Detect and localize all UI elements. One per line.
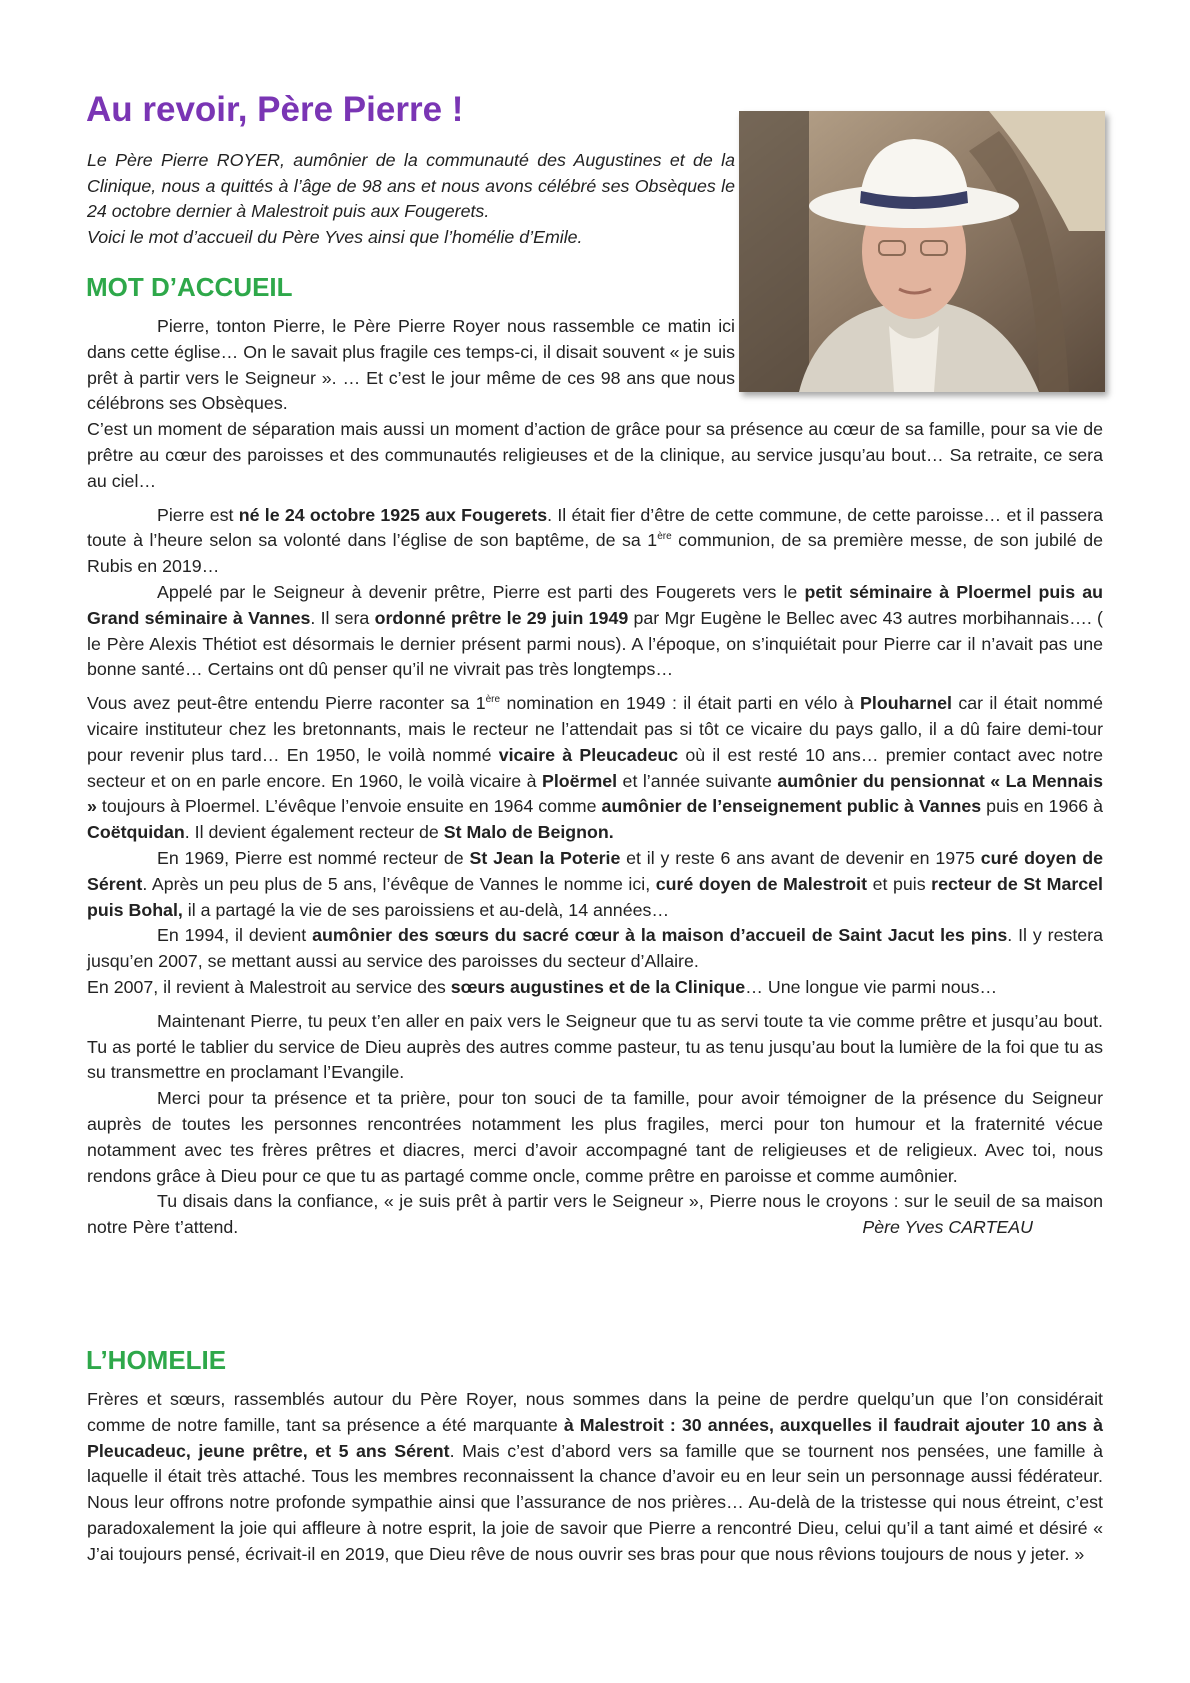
page-title: Au revoir, Père Pierre ! — [86, 90, 464, 129]
bold-run: Ploërmel — [541, 770, 618, 791]
bold-run: St Malo de Beignon. — [443, 822, 614, 843]
text-run: car il était nommé vicaire instituteur chez les bretonnants, mais le recteur ne l’attendait pas si tôt ce vicaire du pays gallo, il a dû faire demi-tour pour revenir plus tard… En 1950, le voilà nommé — [87, 693, 1103, 765]
paragraph — [87, 503, 1103, 580]
bold-run: aumônier des sœurs du sacré cœur à la maison d’accueil de Saint Jacut les pins — [312, 925, 1008, 946]
text-run: puis en 1966 à — [981, 796, 1103, 817]
text-run: . Il était fier d’être de cette commune, de cette paroisse… et il passera toute à l’heure selon sa volonté dans l’église de son baptême, de sa 1 — [87, 504, 1103, 551]
paragraph — [87, 975, 1103, 1001]
text-run: par Mgr Eugène le Bellec avec 43 autres morbihannais…. ( le Père Alexis Thétiot est désormais le dernier présent parmi nous). A l’époque, on s’inquiétait pour Pierre car il n’avait pas une bonne santé… Certains ont dû penser qu’il ne vivrait pas très longtemps… — [87, 607, 1103, 680]
text-run: En 1994, il devient — [157, 925, 313, 946]
bold-run: curé doyen de Malestroit — [655, 873, 868, 894]
text-run: En 2007, il revient à Malestroit au service des — [87, 976, 451, 997]
text-run: … Une longue vie parmi nous… — [745, 976, 998, 997]
superscript: ère — [485, 694, 501, 706]
section-heading-homelie: L’HOMELIE — [86, 1345, 227, 1375]
bold-run: ordonné prêtre le 29 juin 1949 — [374, 607, 629, 628]
intro-text — [87, 148, 735, 250]
text-run: . Il sera — [310, 607, 375, 628]
text-run: Frères et sœurs, rassemblés autour du Père Royer, nous sommes dans la peine de perdre quelqu’un que l’on considérait comme de notre famille, tant sa présence a été marquante — [87, 1389, 1103, 1435]
text-run: Vous avez peut-être entendu Pierre raconter sa 1 — [87, 693, 486, 714]
intro-line: Le Père Pierre ROYER, aumônier de la communauté des Augustines et de la Clinique, nous a quittés à l’âge de 98 ans et nous avons célébré ses Obsèques le 24 octobre dernier à Malestroit puis aux Fougerets. — [87, 150, 735, 222]
paragraph — [87, 691, 1103, 846]
bold-run: né le 24 octobre 1925 aux Fougerets — [238, 504, 548, 525]
paragraph — [87, 1387, 1103, 1568]
bold-run: St Jean la Poterie — [469, 847, 621, 868]
signature: Père Yves CARTEAU — [862, 1217, 1033, 1238]
text-run: En 1969, Pierre est nommé recteur de — [157, 847, 470, 868]
paragraph — [87, 923, 1103, 975]
bold-run: aumônier du pensionnat « La Mennais » — [87, 770, 1103, 817]
superscript: ère — [657, 531, 672, 543]
text-run: . Après un peu plus de 5 ans, l’évêque de Vannes le nomme ici, — [142, 873, 656, 894]
intro-line: Voici le mot d’accueil du Père Yves ainsi que l’homélie d’Emile. — [87, 226, 583, 247]
paragraph — [87, 1189, 1103, 1241]
text-run: et il y reste 6 ans avant de devenir en 1975 — [620, 847, 981, 868]
text-run: où il est resté 10 ans… premier contact avec notre secteur et on en parle encore. En 1960, le voilà vicaire à — [87, 744, 1104, 791]
paragraph — [87, 580, 1103, 683]
text-run: et puis — [867, 873, 932, 894]
paragraph: Merci pour ta présence et ta prière, pour ton souci de ta famille, pour avoir témoigner de la présence du Seigneur auprès de toutes les personnes rencontrées notamment les plus fragiles, merci pour ton humour et la fraternité vécue notamment avec tes frères prêtres et diacres, merci d’avoir accompagné tant de religieuses et de religieux. Avec toi, nous rendons grâce à Dieu pour ce que tu as partagé comme oncle, comme prêtre en paroisse et comme aumônier. — [87, 1088, 1103, 1186]
text-run: Pierre est — [157, 504, 239, 525]
text-run: . Il devient également recteur de — [184, 822, 444, 843]
text-run: Appelé par le Seigneur à devenir prêtre, Pierre est parti des Fougerets vers le — [157, 581, 805, 602]
section-heading-accueil: MOT D’ACCUEIL — [86, 272, 293, 302]
paragraph: Maintenant Pierre, tu peux t’en aller en paix vers le Seigneur que tu as servi toute ta vie comme prêtre et jusqu’au bout. Tu as porté le tablier du service de Dieu auprès des autres comme pasteur, tu as tenu jusqu’au bout la lumière de la foi que tu as su transmettre en proclamant l’Evangile. — [87, 1010, 1103, 1083]
text-run: communion, de sa première messe, de son jubilé de Rubis en 2019… — [87, 530, 1103, 577]
bold-run: Coëtquidan — [87, 822, 185, 843]
text-run: nomination en 1949 : il était parti en vélo à — [500, 693, 861, 714]
text-run: . Mais c’est d’abord vers sa famille que se tournent nos pensées, une famille à laquelle il était très attaché. Tous les membres reconnaissent la chance d’avoir eu en leur sein un personnage aussi fédérateur. Nous leur offrons notre profonde sympathie ainsi que l’assurance de nos prières… Au-delà de la tristesse qui nous étreint, c’est paradoxalement la joie qui affleure à notre esprit, la joie de savoir que Pierre a rencontré Dieu, celui qu’il a tant aimé et désiré « J’ai toujours pensé, écrivait-il en 2019, que Dieu rêve de nous ouvrir ses bras pour que nous rêvions toujours de nous y jeter. » — [87, 1440, 1103, 1564]
bold-run: Plouharnel — [860, 693, 952, 714]
paragraph — [87, 846, 1103, 923]
bold-run: aumônier de l’enseignement public à Vannes — [601, 796, 982, 817]
bold-run: vicaire à Pleucadeuc — [498, 744, 679, 765]
bold-run: à Malestroit : 30 années, auxquelles il faudrait ajouter 10 ans à Pleucadeuc, jeune prêtre, et 5 ans Sérent — [87, 1414, 1104, 1461]
text-run: . Il y restera jusqu’en 2007, se mettant aussi au service des paroisses du secteur d’Allaire. — [87, 925, 1103, 972]
bold-run: curé doyen de Sérent — [87, 847, 1103, 894]
bold-run: sœurs augustines et de la Clinique — [450, 976, 746, 997]
bold-run: recteur de St Marcel puis Bohal, — [87, 873, 1103, 920]
bold-run: petit séminaire à Ploermel puis au Grand séminaire à Vannes — [87, 581, 1103, 628]
accueil-body — [87, 314, 1103, 1241]
text-run: Tu disais dans la confiance, « je suis prêt à partir vers le Seigneur », Pierre nous le croyons : sur le seuil de sa maison notre Père t’attend. — [87, 1191, 1103, 1238]
paragraph: Pierre, tonton Pierre, le Père Pierre Royer nous rassemble ce matin ici dans cette église… On le savait plus fragile ces temps-ci, il disait souvent « je suis prêt à partir vers le Seigneur ». … Et c’est le jour même de ces 98 ans que nous célébrons ses Obsèques. — [87, 316, 735, 414]
text-run: toujours à Ploermel. L’évêque l’envoie ensuite en 1964 comme — [96, 796, 602, 817]
paragraph: C’est un moment de séparation mais aussi un moment d’action de grâce pour sa présence au cœur de sa famille, pour sa vie de prêtre au cœur des paroisses et des communautés religieuses et de la clinique, au service jusqu’au bout… Sa retraite, ce sera au ciel… — [87, 419, 1103, 491]
text-run: et l’année suivante — [617, 770, 778, 791]
text-run: il a partagé la vie de ses paroissiens et au-delà, 14 années… — [182, 899, 670, 920]
homelie-body — [87, 1387, 1103, 1568]
